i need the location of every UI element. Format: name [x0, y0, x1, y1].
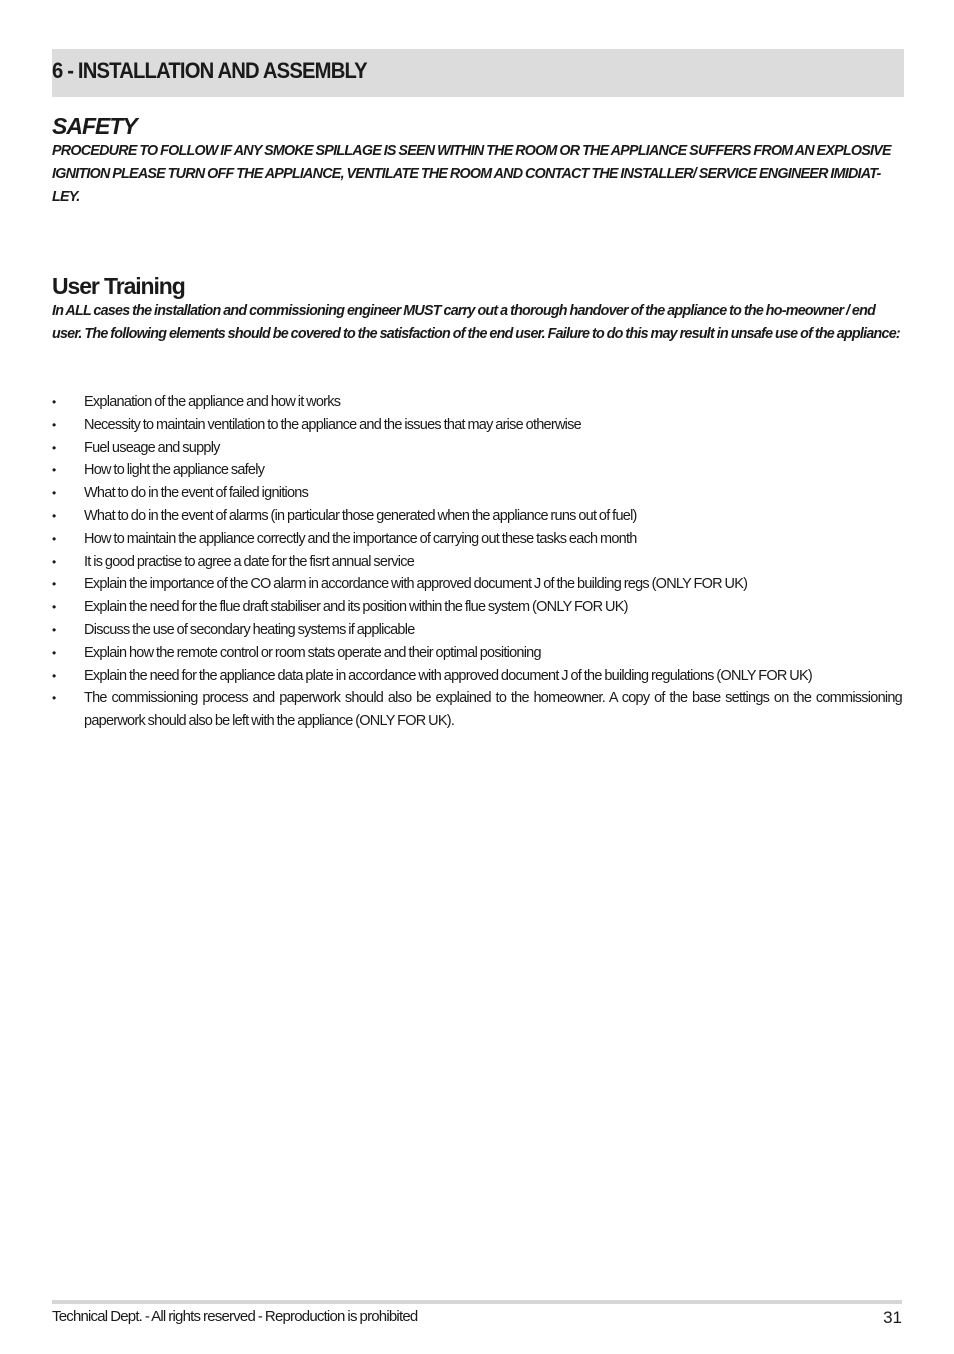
- list-item-text: Fuel useage and supply: [84, 439, 220, 456]
- safety-procedure-text: PROCEDURE TO FOLLOW IF ANY SMOKE SPILLAGE IS SEEN WITHIN THE ROOM OR THE APPLIANCE SUFFERS FROM AN EXPLOSIVE IGNITION PLEASE TURN OFF THE APPLIANCE, VENTILATE THE ROOM AND CONTACT THE INSTALLER/ SERVICE ENGINEER IMIDIAT-LEY.: [52, 143, 891, 205]
- bullet-icon: •: [52, 440, 56, 455]
- list-item: [52, 482, 902, 505]
- bullet-icon: •: [52, 463, 56, 478]
- list-item: [52, 459, 902, 482]
- bullet-icon: •: [52, 395, 56, 409]
- training-checklist: [52, 391, 902, 733]
- footer-divider: [52, 1300, 902, 1304]
- list-item: [52, 665, 902, 688]
- bullet-icon: •: [52, 645, 56, 660]
- bullet-icon: •: [52, 531, 56, 546]
- bullet-icon: •: [52, 600, 56, 615]
- list-item-text: Explain how the remote control or room stats operate and their optimal positioning: [84, 644, 541, 661]
- list-item-text: Discuss the use of secondary heating systems if applicable: [84, 621, 415, 638]
- list-item: [52, 596, 902, 619]
- bullet-icon: •: [52, 668, 56, 683]
- safety-heading: SAFETY: [52, 113, 137, 139]
- bullet-icon: •: [52, 486, 56, 501]
- bullet-icon: •: [52, 691, 56, 706]
- list-item-text: What to do in the event of alarms (in particular those generated when the appliance runs out of fuel): [84, 507, 637, 524]
- list-item: [52, 437, 902, 460]
- list-item-text: How to maintain the appliance correctly and the importance of carrying out these tasks each month: [84, 530, 637, 547]
- bullet-icon: •: [52, 508, 56, 523]
- user-training-heading: User Training: [52, 273, 185, 299]
- footer-copyright: Technical Dept. - All rights reserved - Reproduction is prohibited: [52, 1308, 418, 1325]
- list-item: [52, 573, 902, 596]
- list-item: [52, 551, 902, 574]
- user-training-intro: In ALL cases the installation and commissioning engineer MUST carry out a thorough handover of the appliance to the ho-meowner / end user. The following elements should be covered to the satisfaction of the end user. Failure to do this may result in unsafe use of the appliance:: [52, 303, 900, 342]
- list-item-text: What to do in the event of failed ignitions: [84, 485, 309, 502]
- list-item-text: Explain the importance of the CO alarm in accordance with approved document J of the building regs (ONLY FOR UK): [84, 576, 748, 593]
- bullet-icon: •: [52, 554, 56, 569]
- page-number: 31: [883, 1308, 902, 1327]
- list-item-text: Explain the need for the appliance data plate in accordance with approved document J of the building regulations (ONLY FOR UK): [84, 667, 813, 684]
- list-item-text: It is good practise to agree a date for the fisrt annual service: [84, 553, 415, 570]
- list-item: [52, 528, 902, 551]
- list-item: [52, 687, 902, 733]
- list-item-text: How to light the appliance safely: [84, 462, 265, 479]
- list-item-text: Necessity to maintain ventilation to the appliance and the issues that may arise otherwise: [84, 416, 581, 433]
- bullet-icon: •: [52, 577, 56, 592]
- bullet-icon: •: [52, 622, 56, 637]
- list-item: [52, 414, 902, 437]
- list-item: [52, 391, 902, 414]
- list-item: [52, 642, 902, 665]
- list-item-text: Explain the need for the flue draft stabiliser and its position within the flue system (ONLY FOR UK): [84, 599, 628, 616]
- list-item-text: The commissioning process and paperwork should also be explained to the homeowner. A copy of the base settings on the commissioning paperwork should also be left with the appliance (ONLY FOR UK).: [84, 690, 902, 730]
- section-title: 6 - INSTALLATION AND ASSEMBLY: [52, 58, 367, 83]
- list-item: [52, 505, 902, 528]
- list-item-text: Explanation of the appliance and how it works: [84, 394, 341, 410]
- list-item: [52, 619, 902, 642]
- bullet-icon: •: [52, 417, 56, 432]
